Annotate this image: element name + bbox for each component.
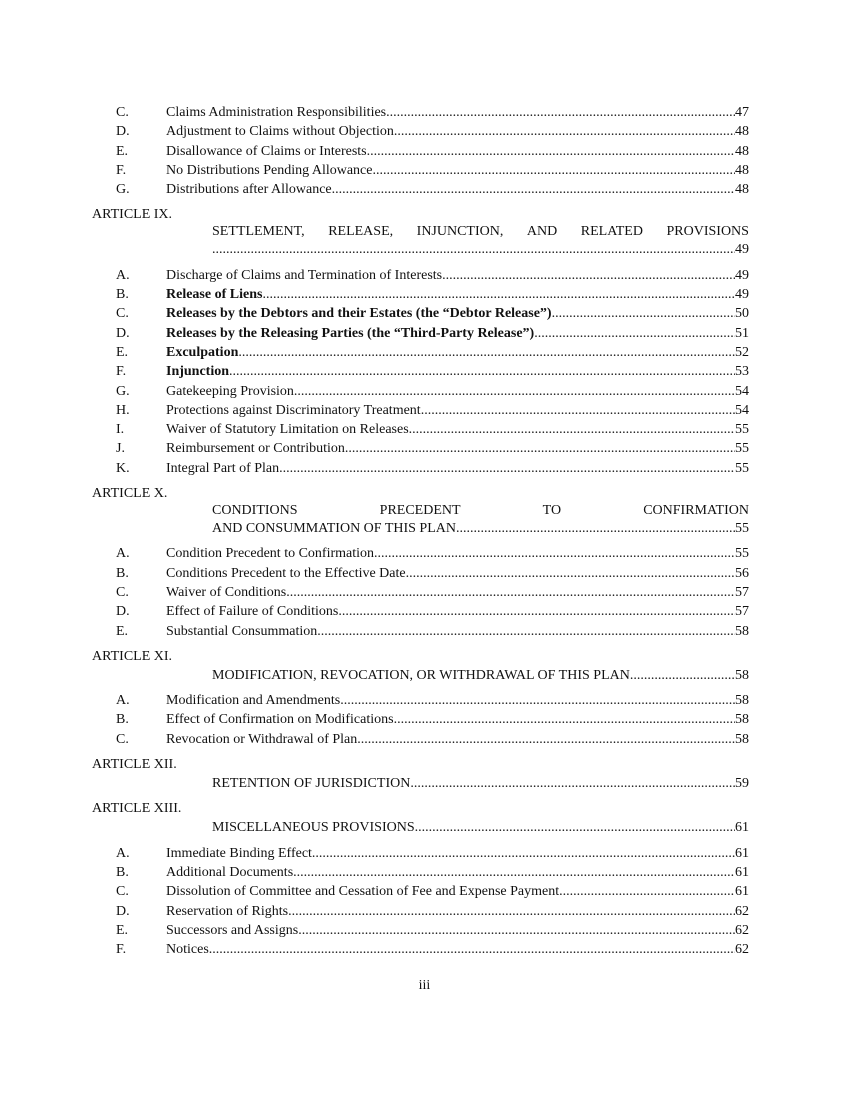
toc-entry[interactable] [92,285,749,304]
toc-entry-title: Reimbursement or Contribution [166,441,345,457]
toc-entry-letter: C. [116,105,129,120]
title-word: PROVISIONS [666,224,749,240]
toc-entry-page: 55 [735,460,749,476]
toc-entry-letter: B. [116,712,129,728]
leader-dots [394,710,735,729]
toc-entry-letter: D. [116,124,130,140]
toc-entry-page: 49 [735,267,749,283]
article-x-items [92,544,749,640]
leader-dots [238,343,735,362]
article-x-title-line2: AND CONSUMMATION OF THIS PLAN [212,521,456,537]
toc-entry-letter: A. [116,693,130,709]
article-xiii-title: MISCELLANEOUS PROVISIONS [212,820,415,836]
toc-entry-letter: C. [116,731,129,747]
leader-dots [332,180,735,199]
toc-entry-letter: E. [116,922,129,938]
toc-entry[interactable] [92,103,749,122]
article-ix-label: ARTICLE IX. [92,207,173,223]
leader-dots [406,564,735,583]
toc-entry[interactable] [92,324,749,343]
toc-entry[interactable] [92,304,749,323]
article-x-title-line1[interactable] [92,503,749,519]
toc-entry[interactable] [92,564,749,583]
leader-dots [317,622,735,641]
toc-entry-title: Effect of Failure of Conditions [166,604,339,620]
toc-entry-letter: B. [116,287,129,303]
toc-entry[interactable] [92,122,749,141]
toc-entry-title: Integral Part of Plan [166,460,280,476]
article-ix-items [92,266,749,478]
toc-entry-page: 54 [735,402,749,418]
toc-entry-title: Modification and Amendments [166,693,341,709]
toc-entry-letter: A. [116,267,130,283]
toc-entry-title: Discharge of Claims and Termination of Interests [166,267,443,283]
toc-entry[interactable] [92,401,749,420]
article-xiii-label: ARTICLE XIII. [92,801,182,817]
article-xii-page: 59 [735,776,749,792]
toc-entry[interactable] [92,940,749,959]
toc-entry[interactable] [92,882,749,901]
leader-dots [415,818,735,837]
table-of-contents [92,103,749,959]
toc-entry-page: 47 [735,105,749,120]
toc-entry-page: 62 [735,903,749,919]
leader-dots [357,730,735,749]
toc-entry[interactable] [92,583,749,602]
title-word: CONDITIONS [212,503,298,519]
toc-entry-page: 48 [735,182,749,198]
title-word: AND [526,224,558,240]
toc-entry-title: Successors and Assigns [166,922,299,938]
toc-entry-page: 49 [735,287,749,303]
article-ix-section [92,205,749,478]
toc-entry[interactable] [92,863,749,882]
toc-entry-letter: C. [116,884,129,900]
toc-entry-title: Dissolution of Committee and Cessation of Fee and Expense Payment [166,884,560,900]
toc-entry[interactable] [92,161,749,180]
toc-entry-letter: F. [116,942,127,958]
leader-dots [373,161,736,180]
toc-entry-letter: C. [116,306,129,322]
toc-entry[interactable] [92,382,749,401]
toc-entry-letter: I. [116,422,125,438]
leader-dots [409,420,735,439]
article-xiii-items [92,844,749,960]
toc-entry-title: Immediate Binding Effect [166,845,312,861]
toc-entry-title: Revocation or Withdrawal of Plan [166,731,358,747]
toc-entry-page: 57 [735,604,749,620]
toc-entry-page: 48 [735,162,749,178]
toc-entry-page: 61 [735,864,749,880]
toc-entry-page: 61 [735,884,749,900]
toc-entry-title: Reservation of Rights [166,903,289,919]
article-xii-label: ARTICLE XII. [92,757,177,773]
toc-entry-letter: B. [116,565,129,581]
leader-dots [559,882,735,901]
toc-entry-title: Distributions after Allowance [166,182,332,198]
toc-entry[interactable] [92,622,749,641]
toc-entry-title: Release of Liens [166,287,263,303]
pre-items-list [92,103,749,199]
toc-entry-title: Waiver of Conditions [166,584,287,600]
toc-entry-title: Condition Precedent to Confirmation [166,546,375,562]
article-xiii-title-row[interactable] [92,818,749,837]
toc-entry[interactable] [92,730,749,749]
toc-entry-title: Effect of Confirmation on Modifications [166,712,394,728]
toc-entry-letter: E. [116,623,129,639]
toc-entry[interactable] [92,921,749,940]
toc-entry-letter: D. [116,604,130,620]
article-xi-title: MODIFICATION, REVOCATION, OR WITHDRAWAL OF THIS PLAN [212,667,630,683]
toc-entry-page: 61 [735,845,749,861]
leader-dots [367,142,735,161]
toc-entry[interactable] [92,602,749,621]
toc-entry-letter: E. [116,344,129,360]
leader-dots [209,940,735,959]
toc-entry[interactable] [92,710,749,729]
article-xi-page: 58 [735,667,749,683]
toc-entry-page: 62 [735,942,749,958]
leader-dots [340,691,735,710]
toc-entry-page: 48 [735,143,749,159]
toc-entry-title: Waiver of Statutory Limitation on Releases [166,422,409,438]
leader-dots [312,844,735,863]
toc-entry[interactable] [92,902,749,921]
leader-dots [442,266,735,285]
toc-entry-letter: H. [116,402,130,418]
toc-entry-letter: G. [116,383,130,399]
toc-entry[interactable] [92,362,749,381]
leader-dots [345,439,735,458]
toc-entry-page: 58 [735,623,749,639]
toc-entry-page: 54 [735,383,749,399]
toc-entry-title: Releases by the Releasing Parties (the “Third-Party Release”) [166,325,535,341]
leader-dots [552,304,735,323]
toc-entry-title: Claims Administration Responsibilities [166,105,387,120]
toc-entry-letter: F. [116,364,127,380]
title-word: RELEASE, [328,224,394,240]
toc-entry-letter: E. [116,143,129,159]
toc-entry[interactable] [92,544,749,563]
article-xii-title-row[interactable] [92,774,749,793]
toc-entry-letter: D. [116,903,130,919]
title-word: TO [542,503,562,519]
page-number: iii [418,978,431,993]
toc-entry-title: No Distributions Pending Allowance [166,162,373,178]
article-xii-section [92,755,749,793]
toc-entry-page: 58 [735,731,749,747]
toc-entry-title: Exculpation [166,344,239,360]
toc-entry-title: Additional Documents [166,864,294,880]
article-xi-title-row[interactable] [92,666,749,685]
toc-entry[interactable] [92,691,749,710]
title-word: SETTLEMENT, [212,224,305,240]
leader-dots [212,240,735,259]
toc-entry-page: 55 [735,422,749,438]
leader-dots [279,459,735,478]
toc-entry-page: 48 [735,124,749,140]
toc-entry-letter: J. [116,441,125,457]
toc-entry-letter: D. [116,325,130,341]
article-x-label: ARTICLE X. [92,486,168,502]
toc-entry-page: 50 [735,306,749,322]
toc-entry-title: Gatekeeping Provision [166,383,294,399]
leader-dots [262,285,735,304]
title-word: RELATED [580,224,643,240]
leader-dots [421,401,735,420]
toc-entry-page: 53 [735,364,749,380]
toc-entry-page: 55 [735,441,749,457]
toc-entry-letter: G. [116,182,130,198]
toc-entry-letter: C. [116,584,129,600]
toc-entry[interactable] [92,142,749,161]
article-xii-title: RETENTION OF JURISDICTION [212,776,411,792]
leader-dots [410,774,735,793]
article-xi-section [92,647,749,749]
toc-entry-title: Disallowance of Claims or Interests [166,143,367,159]
leader-dots [298,921,735,940]
leader-dots [386,103,735,122]
article-ix-title-page-row[interactable] [92,240,749,259]
toc-entry-page: 62 [735,922,749,938]
article-xi-items [92,691,749,749]
toc-entry-title: Injunction [166,364,230,380]
toc-entry-page: 57 [735,584,749,600]
article-ix-page: 49 [735,242,749,258]
toc-entry-letter: F. [116,162,127,178]
leader-dots [294,382,735,401]
leader-dots [338,602,735,621]
toc-entry[interactable] [92,420,749,439]
toc-entry[interactable] [92,180,749,199]
toc-entry-page: 58 [735,693,749,709]
toc-entry-letter: A. [116,546,130,562]
toc-entry-title: Notices [166,942,209,958]
toc-entry-title: Conditions Precedent to the Effective Date [166,565,406,581]
leader-dots [394,122,735,141]
leader-dots [286,583,735,602]
title-word: PRECEDENT [379,503,461,519]
toc-entry-page: 52 [735,344,749,360]
title-word: CONFIRMATION [643,503,749,519]
toc-entry-page: 58 [735,712,749,728]
toc-entry-letter: A. [116,845,130,861]
toc-entry-letter: K. [116,460,130,476]
toc-entry-page: 56 [735,565,749,581]
article-xiii-page: 61 [735,820,749,836]
toc-entry-title: Adjustment to Claims without Objection [166,124,394,140]
leader-dots [456,519,735,538]
toc-entry[interactable] [92,459,749,478]
toc-entry[interactable] [92,844,749,863]
toc-entry-title: Releases by the Debtors and their Estates (the “Debtor Release”) [166,306,552,322]
leader-dots [630,666,735,685]
toc-entry[interactable] [92,266,749,285]
article-xi-label: ARTICLE XI. [92,648,173,664]
toc-entry-title: Protections against Discriminatory Treatment [166,402,421,418]
leader-dots [293,863,735,882]
article-ix-title[interactable] [92,224,749,240]
leader-dots [288,902,735,921]
toc-entry[interactable] [92,439,749,458]
toc-entry[interactable] [92,343,749,362]
article-x-page: 55 [735,521,749,537]
article-xiii-section [92,799,749,959]
leader-dots [374,544,735,563]
article-x-title-line2-row[interactable] [92,519,749,538]
toc-entry-page: 51 [735,325,749,341]
leader-dots [229,362,735,381]
title-word: INJUNCTION, [416,224,504,240]
toc-entry-page: 55 [735,546,749,562]
toc-entry-title: Substantial Consummation [166,623,318,639]
article-x-section [92,484,749,641]
leader-dots [534,324,735,343]
toc-entry-letter: B. [116,864,129,880]
